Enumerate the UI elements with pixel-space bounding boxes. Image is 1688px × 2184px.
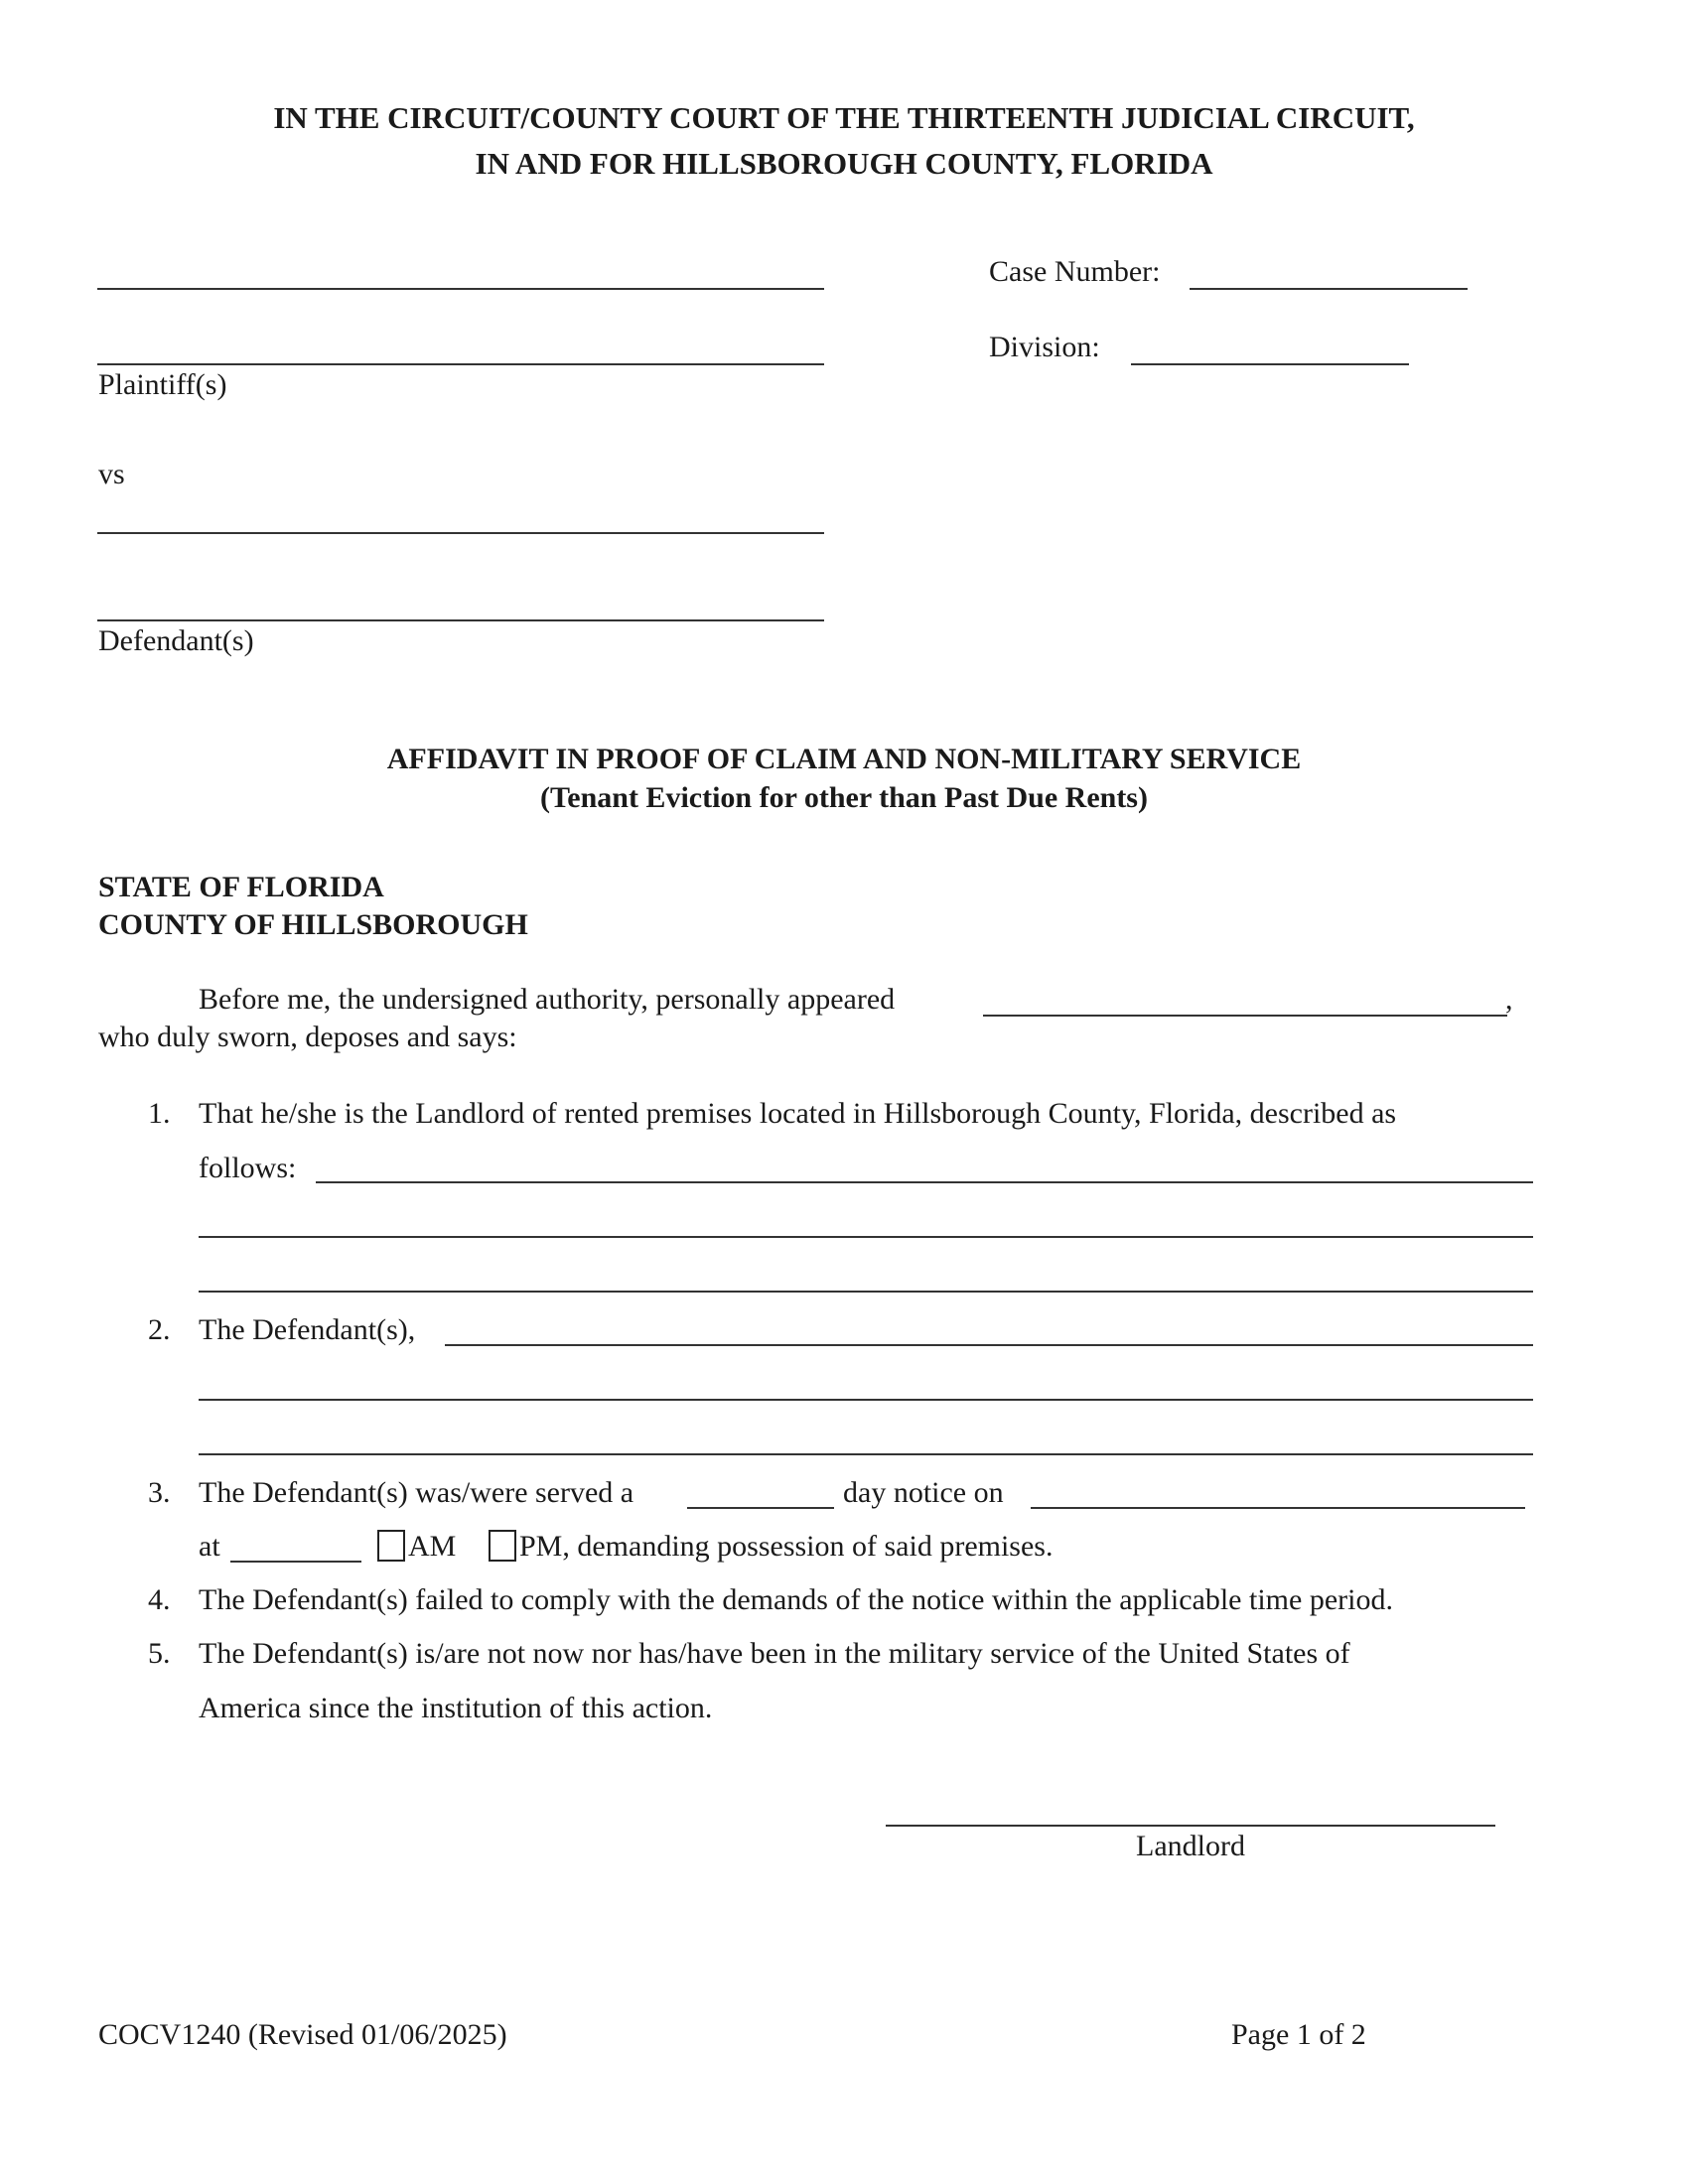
notice-days-field[interactable] bbox=[687, 1507, 834, 1509]
am-checkbox[interactable] bbox=[377, 1530, 405, 1562]
defendant-line-2[interactable] bbox=[97, 619, 824, 621]
case-number-field[interactable] bbox=[1190, 288, 1468, 290]
case-number-label: Case Number: bbox=[989, 255, 1161, 288]
premises-description-line-1[interactable] bbox=[316, 1181, 1533, 1183]
premises-description-line-2[interactable] bbox=[199, 1236, 1533, 1238]
division-label: Division: bbox=[989, 331, 1100, 363]
item-5-text-continued: America since the institution of this action. bbox=[199, 1692, 713, 1724]
defendant-label: Defendant(s) bbox=[98, 624, 254, 657]
plaintiff-label: Plaintiff(s) bbox=[98, 368, 227, 401]
landlord-signature-line[interactable] bbox=[886, 1825, 1495, 1827]
premises-description-line-3[interactable] bbox=[199, 1291, 1533, 1293]
defendant-names-line-2[interactable] bbox=[199, 1399, 1533, 1401]
item-2-number: 2. bbox=[148, 1313, 171, 1346]
item-1-number: 1. bbox=[148, 1097, 171, 1130]
division-field[interactable] bbox=[1131, 363, 1409, 365]
item-3-day-notice: day notice on bbox=[843, 1476, 1004, 1509]
pm-checkbox[interactable] bbox=[489, 1530, 516, 1562]
affiant-name-field[interactable] bbox=[983, 1015, 1507, 1017]
vs-label: vs bbox=[98, 458, 125, 490]
plaintiff-line-1[interactable] bbox=[97, 288, 824, 290]
intro-text-continued: who duly sworn, deposes and says: bbox=[98, 1021, 517, 1053]
plaintiff-line-2[interactable] bbox=[97, 363, 824, 365]
item-3-number: 3. bbox=[148, 1476, 171, 1509]
defendant-names-line-3[interactable] bbox=[199, 1453, 1533, 1455]
page-number: Page 1 of 2 bbox=[1231, 2018, 1366, 2051]
landlord-signature-label: Landlord bbox=[1136, 1830, 1245, 1862]
item-1-follows: follows: bbox=[199, 1152, 297, 1184]
court-header-line2: IN AND FOR HILLSBOROUGH COUNTY, FLORIDA bbox=[475, 146, 1213, 181]
venue-state: STATE OF FLORIDA bbox=[98, 871, 384, 903]
court-header-line1: IN THE CIRCUIT/COUNTY COURT OF THE THIRTEENTH JUDICIAL CIRCUIT, bbox=[273, 100, 1415, 135]
venue-county: COUNTY OF HILLSBOROUGH bbox=[98, 908, 528, 941]
intro-text: Before me, the undersigned authority, personally appeared bbox=[199, 983, 896, 1016]
item-4-number: 4. bbox=[148, 1583, 171, 1616]
notice-date-field[interactable] bbox=[1031, 1507, 1525, 1509]
defendant-line-1[interactable] bbox=[97, 532, 824, 534]
item-5-text: The Defendant(s) is/are not now nor has/have been in the military service of the United States of bbox=[199, 1637, 1350, 1670]
affidavit-subtitle: (Tenant Eviction for other than Past Due Rents) bbox=[540, 781, 1148, 814]
item-2-text: The Defendant(s), bbox=[199, 1313, 416, 1346]
item-4-text: The Defendant(s) failed to comply with the demands of the notice within the applicable time period. bbox=[199, 1583, 1393, 1616]
defendant-names-line-1[interactable] bbox=[445, 1344, 1533, 1346]
pm-label: PM, demanding possession of said premises. bbox=[519, 1530, 1054, 1563]
item-3-text: The Defendant(s) was/were served a bbox=[199, 1476, 634, 1509]
affidavit-title: AFFIDAVIT IN PROOF OF CLAIM AND NON-MILITARY SERVICE bbox=[386, 743, 1302, 775]
am-label: AM bbox=[408, 1530, 457, 1563]
item-3-at-label: at bbox=[199, 1530, 220, 1563]
intro-comma: , bbox=[1505, 983, 1513, 1016]
notice-time-field[interactable] bbox=[230, 1561, 361, 1563]
item-5-number: 5. bbox=[148, 1637, 171, 1670]
form-id: COCV1240 (Revised 01/06/2025) bbox=[98, 2018, 507, 2051]
item-1-text: That he/she is the Landlord of rented premises located in Hillsborough County, Florida, described as bbox=[199, 1097, 1397, 1130]
